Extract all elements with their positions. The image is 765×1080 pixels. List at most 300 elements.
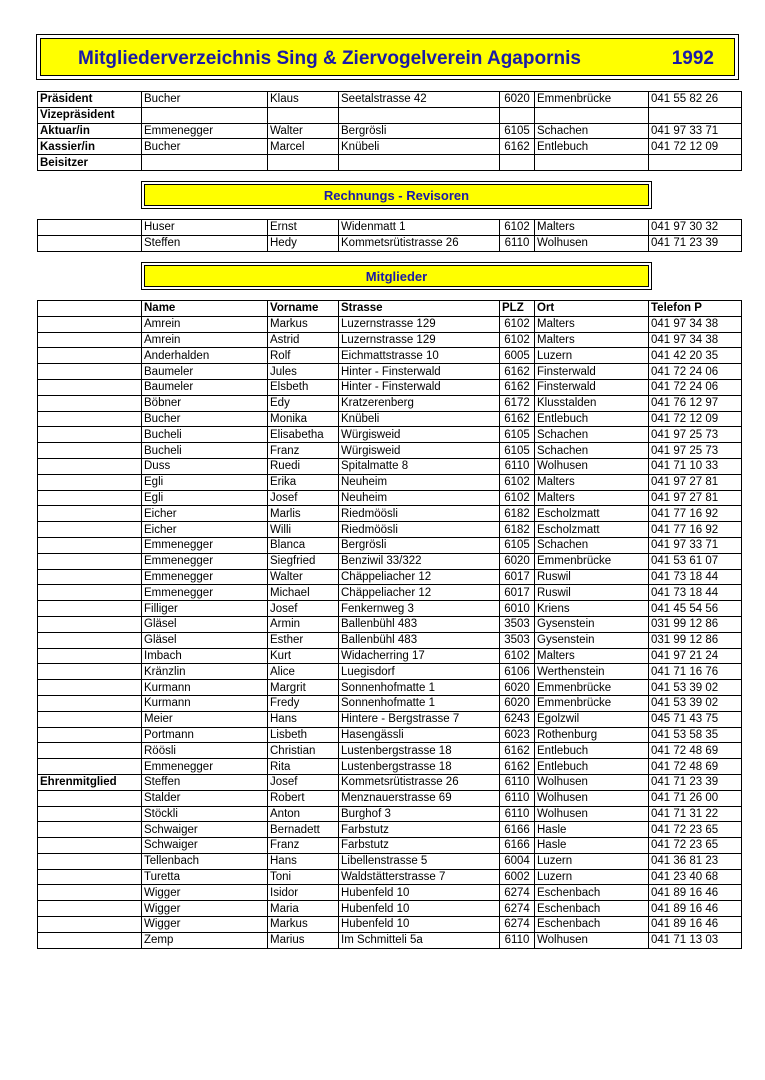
cell-telefon: 041 89 16 46 <box>649 885 742 901</box>
cell-ort: Emmenbrücke <box>535 553 649 569</box>
table-row <box>38 695 742 711</box>
cell-telefon: 041 97 30 32 <box>649 220 742 236</box>
cell-strasse: Widenmatt 1 <box>339 220 500 236</box>
cell-ort: Malters <box>535 316 649 332</box>
cell-vorname: Markus <box>268 316 339 332</box>
mitglieder-heading-box <box>141 262 652 290</box>
cell-vorname: Josef <box>268 490 339 506</box>
cell-strasse: Neuheim <box>339 490 500 506</box>
cell-ort: Schachen <box>535 123 649 139</box>
cell-strasse: Knübeli <box>339 139 500 155</box>
mitglieder-table <box>37 300 742 949</box>
cell-plz: 6110 <box>500 458 535 474</box>
cell-ort: Luzern <box>535 348 649 364</box>
table-row <box>38 123 742 139</box>
cell-name: Amrein <box>142 316 268 332</box>
table-row <box>38 822 742 838</box>
cell-strasse: Benziwil 33/322 <box>339 553 500 569</box>
cell-telefon: 041 89 16 46 <box>649 917 742 933</box>
cell-telefon: 041 71 23 39 <box>649 235 742 251</box>
board-table <box>37 91 742 171</box>
table-row <box>38 522 742 538</box>
cell-plz: 6005 <box>500 348 535 364</box>
cell-role <box>38 932 142 948</box>
cell-ort: Ruswil <box>535 585 649 601</box>
cell-name <box>142 107 268 123</box>
cell-plz: 6110 <box>500 932 535 948</box>
cell-telefon: 041 45 54 56 <box>649 601 742 617</box>
cell-ort: Wolhusen <box>535 458 649 474</box>
table-row <box>38 601 742 617</box>
table-row <box>38 139 742 155</box>
cell-role <box>38 364 142 380</box>
cell-strasse: Sonnenhofmatte 1 <box>339 680 500 696</box>
table-row <box>38 235 742 251</box>
cell-strasse: Luegisdorf <box>339 664 500 680</box>
cell-ort: Entlebuch <box>535 743 649 759</box>
cell-role <box>38 585 142 601</box>
cell-vorname: Maria <box>268 901 339 917</box>
cell-strasse: Kommetsrütistrasse 26 <box>339 774 500 790</box>
cell-ort: Entlebuch <box>535 411 649 427</box>
cell-strasse: Seetalstrasse 42 <box>339 92 500 108</box>
cell-role: Präsident <box>38 92 142 108</box>
title-banner <box>40 38 735 76</box>
cell-ort: Luzern <box>535 869 649 885</box>
cell-strasse: Spitalmatte 8 <box>339 458 500 474</box>
cell-name: Wigger <box>142 917 268 933</box>
cell-strasse: Farbstutz <box>339 822 500 838</box>
cell-role: Kassier/in <box>38 139 142 155</box>
cell-name: Amrein <box>142 332 268 348</box>
cell-ort: Ruswil <box>535 569 649 585</box>
cell-strasse: Hubenfeld 10 <box>339 917 500 933</box>
cell-plz: 6110 <box>500 774 535 790</box>
cell-plz: 6017 <box>500 569 535 585</box>
table-row <box>38 932 742 948</box>
cell-ort: Emmenbrücke <box>535 92 649 108</box>
cell-ort: Wolhusen <box>535 790 649 806</box>
cell-vorname: Marlis <box>268 506 339 522</box>
cell-telefon: 041 71 26 00 <box>649 790 742 806</box>
cell-name: Steffen <box>142 235 268 251</box>
cell-plz: 6105 <box>500 123 535 139</box>
cell-plz: 6010 <box>500 601 535 617</box>
cell-strasse: Bergrösli <box>339 537 500 553</box>
table-row <box>38 506 742 522</box>
table-row <box>38 743 742 759</box>
cell-strasse: Fenkernweg 3 <box>339 601 500 617</box>
cell-strasse: Eichmattstrasse 10 <box>339 348 500 364</box>
cell-ort: Hasle <box>535 822 649 838</box>
cell-plz: 6182 <box>500 506 535 522</box>
cell-telefon: 041 53 39 02 <box>649 680 742 696</box>
table-row <box>38 869 742 885</box>
table-row <box>38 648 742 664</box>
cell-role <box>38 711 142 727</box>
cell-vorname: Klaus <box>268 92 339 108</box>
cell-role <box>38 917 142 933</box>
cell-telefon: 041 23 40 68 <box>649 869 742 885</box>
cell-vorname: Esther <box>268 632 339 648</box>
cell-vorname: Elisabetha <box>268 427 339 443</box>
cell-plz: 6002 <box>500 869 535 885</box>
cell-role <box>38 348 142 364</box>
cell-vorname: Siegfried <box>268 553 339 569</box>
col-ort-header: Ort <box>535 301 649 317</box>
cell-strasse: Knübeli <box>339 411 500 427</box>
cell-role <box>38 395 142 411</box>
cell-strasse: Luzernstrasse 129 <box>339 332 500 348</box>
table-row <box>38 537 742 553</box>
cell-role <box>38 838 142 854</box>
cell-ort: Wolhusen <box>535 932 649 948</box>
cell-role <box>38 885 142 901</box>
cell-telefon: 041 72 12 09 <box>649 411 742 427</box>
cell-name: Baumeler <box>142 379 268 395</box>
cell-vorname: Armin <box>268 616 339 632</box>
cell-role <box>38 790 142 806</box>
table-row <box>38 790 742 806</box>
cell-telefon: 041 72 23 65 <box>649 838 742 854</box>
cell-telefon: 041 73 18 44 <box>649 569 742 585</box>
cell-strasse: Bergrösli <box>339 123 500 139</box>
cell-ort: Emmenbrücke <box>535 695 649 711</box>
cell-name: Wigger <box>142 901 268 917</box>
cell-plz: 6110 <box>500 235 535 251</box>
cell-plz: 6017 <box>500 585 535 601</box>
cell-telefon: 041 73 18 44 <box>649 585 742 601</box>
cell-name: Gläsel <box>142 616 268 632</box>
cell-ort: Eschenbach <box>535 917 649 933</box>
cell-plz: 6274 <box>500 885 535 901</box>
cell-strasse: Kommetsrütistrasse 26 <box>339 235 500 251</box>
mitglieder-heading: Mitglieder <box>144 265 649 287</box>
table-row <box>38 632 742 648</box>
cell-role <box>38 506 142 522</box>
cell-strasse: Burghof 3 <box>339 806 500 822</box>
cell-ort: Schachen <box>535 443 649 459</box>
document-year: 1992 <box>671 48 714 69</box>
cell-strasse: Kratzerenberg <box>339 395 500 411</box>
cell-telefon: 041 53 39 02 <box>649 695 742 711</box>
cell-plz: 6020 <box>500 92 535 108</box>
cell-role <box>38 220 142 236</box>
cell-plz: 6102 <box>500 490 535 506</box>
table-row <box>38 901 742 917</box>
cell-ort: Entlebuch <box>535 759 649 775</box>
cell-plz: 3503 <box>500 616 535 632</box>
cell-name: Emmenegger <box>142 585 268 601</box>
cell-telefon: 041 71 31 22 <box>649 806 742 822</box>
cell-ort: Entlebuch <box>535 139 649 155</box>
cell-name: Tellenbach <box>142 853 268 869</box>
table-row <box>38 680 742 696</box>
cell-vorname: Hedy <box>268 235 339 251</box>
cell-ort: Klusstalden <box>535 395 649 411</box>
cell-ort: Schachen <box>535 427 649 443</box>
cell-strasse: Hubenfeld 10 <box>339 885 500 901</box>
cell-plz: 6166 <box>500 822 535 838</box>
cell-strasse: Würgisweid <box>339 427 500 443</box>
cell-vorname: Erika <box>268 474 339 490</box>
cell-plz: 6020 <box>500 553 535 569</box>
cell-plz: 6105 <box>500 443 535 459</box>
cell-name: Emmenegger <box>142 553 268 569</box>
cell-strasse: Im Schmitteli 5a <box>339 932 500 948</box>
cell-name: Baumeler <box>142 364 268 380</box>
cell-role <box>38 853 142 869</box>
cell-plz: 6102 <box>500 474 535 490</box>
cell-name: Bucher <box>142 139 268 155</box>
cell-plz: 6102 <box>500 648 535 664</box>
mitglieder-header-row <box>38 301 742 317</box>
cell-role <box>38 727 142 743</box>
table-row <box>38 348 742 364</box>
cell-plz: 6162 <box>500 139 535 155</box>
cell-ort: Schachen <box>535 537 649 553</box>
cell-telefon: 041 36 81 23 <box>649 853 742 869</box>
col-strasse-header: Strasse <box>339 301 500 317</box>
cell-vorname: Willi <box>268 522 339 538</box>
cell-ort <box>535 107 649 123</box>
cell-name: Huser <box>142 220 268 236</box>
cell-ort: Emmenbrücke <box>535 680 649 696</box>
cell-plz: 6102 <box>500 332 535 348</box>
cell-role <box>38 822 142 838</box>
cell-ort: Hasle <box>535 838 649 854</box>
cell-vorname: Alice <box>268 664 339 680</box>
cell-name: Schwaiger <box>142 838 268 854</box>
cell-role: Vizepräsident <box>38 107 142 123</box>
cell-telefon: 041 53 61 07 <box>649 553 742 569</box>
cell-role <box>38 601 142 617</box>
cell-plz: 6182 <box>500 522 535 538</box>
cell-telefon: 041 77 16 92 <box>649 506 742 522</box>
cell-telefon: 041 97 27 81 <box>649 474 742 490</box>
cell-plz: 6106 <box>500 664 535 680</box>
cell-vorname: Michael <box>268 585 339 601</box>
table-row <box>38 364 742 380</box>
cell-role <box>38 743 142 759</box>
col-plz-header: PLZ <box>500 301 535 317</box>
cell-telefon: 041 72 24 06 <box>649 379 742 395</box>
cell-strasse: Hasengässli <box>339 727 500 743</box>
cell-name: Bucheli <box>142 443 268 459</box>
cell-telefon: 041 55 82 26 <box>649 92 742 108</box>
cell-role <box>38 648 142 664</box>
cell-vorname: Elsbeth <box>268 379 339 395</box>
cell-name: Imbach <box>142 648 268 664</box>
cell-role <box>38 632 142 648</box>
cell-name: Eicher <box>142 522 268 538</box>
cell-role <box>38 806 142 822</box>
cell-telefon: 041 97 34 38 <box>649 332 742 348</box>
cell-name: Bucheli <box>142 427 268 443</box>
table-row <box>38 616 742 632</box>
cell-role <box>38 332 142 348</box>
cell-role <box>38 569 142 585</box>
cell-telefon <box>649 107 742 123</box>
cell-ort: Malters <box>535 490 649 506</box>
cell-plz: 6023 <box>500 727 535 743</box>
cell-vorname: Franz <box>268 838 339 854</box>
cell-vorname: Josef <box>268 774 339 790</box>
cell-name: Portmann <box>142 727 268 743</box>
cell-role <box>38 316 142 332</box>
cell-telefon: 041 71 16 76 <box>649 664 742 680</box>
cell-ort: Escholzmatt <box>535 506 649 522</box>
revisoren-heading-box <box>141 181 652 209</box>
revisoren-table <box>37 219 742 252</box>
cell-telefon: 041 72 48 69 <box>649 759 742 775</box>
cell-plz <box>500 155 535 171</box>
cell-name: Kränzlin <box>142 664 268 680</box>
cell-telefon: 041 72 12 09 <box>649 139 742 155</box>
table-row <box>38 664 742 680</box>
cell-plz: 6102 <box>500 220 535 236</box>
cell-telefon: 041 71 10 33 <box>649 458 742 474</box>
cell-strasse: Hubenfeld 10 <box>339 901 500 917</box>
cell-name: Filliger <box>142 601 268 617</box>
cell-name: Bucher <box>142 411 268 427</box>
cell-role <box>38 759 142 775</box>
cell-telefon: 041 53 58 35 <box>649 727 742 743</box>
table-row <box>38 917 742 933</box>
cell-role <box>38 869 142 885</box>
cell-plz: 6105 <box>500 537 535 553</box>
table-row <box>38 332 742 348</box>
cell-ort: Rothenburg <box>535 727 649 743</box>
cell-vorname: Ruedi <box>268 458 339 474</box>
cell-ort: Finsterwald <box>535 379 649 395</box>
cell-telefon: 041 97 25 73 <box>649 427 742 443</box>
cell-telefon: 041 97 34 38 <box>649 316 742 332</box>
cell-name: Bucher <box>142 92 268 108</box>
cell-name: Böbner <box>142 395 268 411</box>
cell-name: Eicher <box>142 506 268 522</box>
cell-telefon <box>649 155 742 171</box>
table-row <box>38 490 742 506</box>
cell-plz: 6162 <box>500 364 535 380</box>
cell-plz: 6274 <box>500 917 535 933</box>
cell-role <box>38 553 142 569</box>
cell-vorname: Lisbeth <box>268 727 339 743</box>
table-row <box>38 427 742 443</box>
cell-strasse: Neuheim <box>339 474 500 490</box>
cell-plz: 6166 <box>500 838 535 854</box>
table-row <box>38 443 742 459</box>
cell-strasse <box>339 155 500 171</box>
cell-vorname: Walter <box>268 569 339 585</box>
cell-strasse: Sonnenhofmatte 1 <box>339 695 500 711</box>
cell-telefon: 041 72 23 65 <box>649 822 742 838</box>
cell-telefon: 045 71 43 75 <box>649 711 742 727</box>
table-row <box>38 569 742 585</box>
cell-name: Turetta <box>142 869 268 885</box>
cell-role <box>38 427 142 443</box>
cell-name: Stalder <box>142 790 268 806</box>
cell-vorname: Josef <box>268 601 339 617</box>
col-role-header <box>38 301 142 317</box>
table-row <box>38 474 742 490</box>
table-row <box>38 107 742 123</box>
col-vorname-header: Vorname <box>268 301 339 317</box>
cell-vorname: Ernst <box>268 220 339 236</box>
cell-ort: Malters <box>535 648 649 664</box>
cell-strasse: Chäppeliacher 12 <box>339 585 500 601</box>
table-row <box>38 838 742 854</box>
cell-role <box>38 522 142 538</box>
cell-telefon: 041 77 16 92 <box>649 522 742 538</box>
cell-plz: 6105 <box>500 427 535 443</box>
cell-telefon: 031 99 12 86 <box>649 632 742 648</box>
table-row <box>38 379 742 395</box>
cell-strasse: Riedmöösli <box>339 506 500 522</box>
cell-vorname: Christian <box>268 743 339 759</box>
cell-vorname: Toni <box>268 869 339 885</box>
table-row <box>38 395 742 411</box>
cell-name: Emmenegger <box>142 569 268 585</box>
cell-vorname: Rita <box>268 759 339 775</box>
cell-strasse: Hinter - Finsterwald <box>339 379 500 395</box>
cell-name <box>142 155 268 171</box>
cell-vorname: Walter <box>268 123 339 139</box>
table-row <box>38 553 742 569</box>
cell-vorname: Anton <box>268 806 339 822</box>
title-box <box>36 34 739 80</box>
cell-ort: Kriens <box>535 601 649 617</box>
cell-vorname: Markus <box>268 917 339 933</box>
cell-ort: Malters <box>535 332 649 348</box>
cell-name: Duss <box>142 458 268 474</box>
cell-role <box>38 537 142 553</box>
cell-telefon: 041 89 16 46 <box>649 901 742 917</box>
cell-strasse: Hinter - Finsterwald <box>339 364 500 380</box>
cell-ort: Gysenstein <box>535 616 649 632</box>
cell-ort: Eschenbach <box>535 901 649 917</box>
cell-plz: 6162 <box>500 379 535 395</box>
cell-vorname <box>268 107 339 123</box>
cell-strasse: Lustenbergstrasse 18 <box>339 743 500 759</box>
cell-telefon: 041 72 48 69 <box>649 743 742 759</box>
cell-vorname: Kurt <box>268 648 339 664</box>
cell-ort: Escholzmatt <box>535 522 649 538</box>
cell-vorname: Franz <box>268 443 339 459</box>
cell-role <box>38 458 142 474</box>
cell-role <box>38 411 142 427</box>
cell-telefon: 041 97 33 71 <box>649 537 742 553</box>
cell-telefon: 041 97 25 73 <box>649 443 742 459</box>
cell-vorname: Hans <box>268 711 339 727</box>
cell-plz: 6243 <box>500 711 535 727</box>
cell-role <box>38 474 142 490</box>
table-row <box>38 853 742 869</box>
cell-name: Steffen <box>142 774 268 790</box>
document-title: Mitgliederverzeichnis Sing & Ziervogelverein Agapornis <box>78 48 581 69</box>
cell-role <box>38 901 142 917</box>
cell-plz: 6162 <box>500 411 535 427</box>
cell-ort: Wolhusen <box>535 806 649 822</box>
table-row <box>38 774 742 790</box>
table-row <box>38 458 742 474</box>
cell-name: Egli <box>142 474 268 490</box>
cell-name: Egli <box>142 490 268 506</box>
cell-ort: Eschenbach <box>535 885 649 901</box>
cell-plz: 6110 <box>500 806 535 822</box>
cell-plz: 6020 <box>500 695 535 711</box>
cell-vorname: Margrit <box>268 680 339 696</box>
